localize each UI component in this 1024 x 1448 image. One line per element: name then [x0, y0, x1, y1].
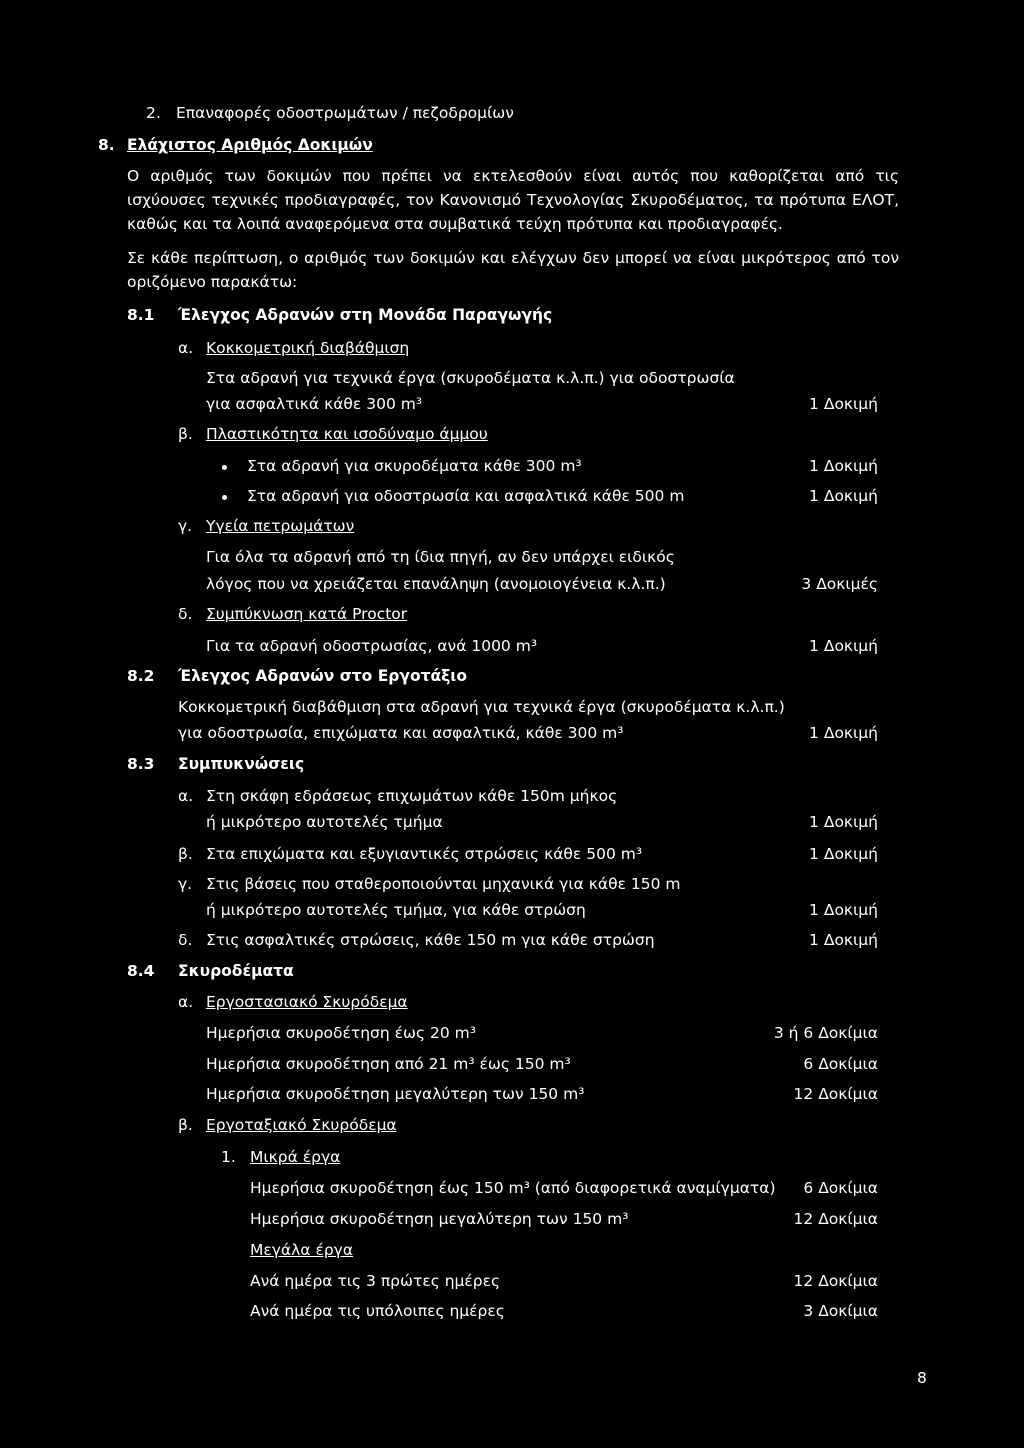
item-text: Ημερήσια σκυροδέτηση μεγαλύτερη των 150 m³	[206, 1085, 585, 1103]
test-count: 1 Δοκιμή	[809, 395, 878, 413]
item-text: Ημερήσια σκυροδέτηση από 21 m³ έως 150 m³	[206, 1055, 571, 1073]
item-title: Μεγάλα έργα	[250, 1241, 354, 1259]
item-text: Στις βάσεις που σταθεροποιούνται μηχανικά για κάθε 150 m	[206, 875, 681, 893]
item-text: Στις ασφαλτικές στρώσεις, κάθε 150 m για κάθε στρώση	[206, 931, 655, 949]
item-text: Ημερήσια σκυροδέτηση μεγαλύτερη των 150 m³	[250, 1210, 629, 1228]
item-text: ή μικρότερο αυτοτελές τμήμα, για κάθε στρώση	[206, 901, 586, 919]
item-text: Ανά ημέρα τις 3 πρώτες ημέρες	[250, 1272, 501, 1290]
test-count: 1 Δοκιμή	[809, 813, 878, 831]
item-label: α.	[178, 993, 194, 1011]
test-count: 1 Δοκιμή	[809, 457, 878, 475]
subsection-number: 8.1	[127, 306, 155, 324]
item-text: ή μικρότερο αυτοτελές τμήμα	[206, 813, 443, 831]
item-label: δ.	[178, 931, 193, 949]
bullet-text: Στα αδρανή για οδοστρωσία και ασφαλτικά κάθε 500 m	[247, 487, 685, 505]
test-count: 6 Δοκίμια	[803, 1055, 878, 1073]
item-title: Υγεία πετρωμάτων	[206, 517, 355, 535]
test-count: 1 Δοκιμή	[809, 487, 878, 505]
item-label: β.	[178, 845, 193, 863]
test-count: 1 Δοκιμή	[809, 845, 878, 863]
section-title: Ελάχιστος Αριθμός Δοκιμών	[127, 136, 373, 154]
test-count: 1 Δοκιμή	[809, 931, 878, 949]
subsection-title: Συμπυκνώσεις	[178, 755, 305, 773]
item-text: Στα αδρανή για τεχνικά έργα (σκυροδέματα κ.λ.π.) για οδοστρωσία	[206, 369, 735, 387]
bullet-text: Στα αδρανή για σκυροδέματα κάθε 300 m³	[247, 457, 582, 475]
item-text: για ασφαλτικά κάθε 300 m³	[206, 395, 423, 413]
item-text: για οδοστρωσία, επιχώματα και ασφαλτικά, κάθε 300 m³	[178, 724, 624, 742]
item-label: α.	[178, 339, 194, 357]
subsection-number: 8.4	[127, 962, 155, 980]
section-number: 8.	[98, 136, 115, 154]
item-title: Συμπύκνωση κατά Proctor	[206, 605, 408, 623]
item-title: Πλαστικότητα και ισοδύναμο άμμου	[206, 425, 488, 443]
test-count: 6 Δοκίμια	[803, 1179, 878, 1197]
item-text: Ημερήσια σκυροδέτηση έως 20 m³	[206, 1024, 476, 1042]
item-label: β.	[178, 425, 193, 443]
item-text: Για όλα τα αδρανή από τη ίδια πηγή, αν δεν υπάρχει ειδικός	[206, 548, 675, 566]
item-title: Κοκκομετρική διαβάθμιση	[206, 339, 410, 357]
item-text: Ανά ημέρα τις υπόλοιπες ημέρες	[250, 1302, 505, 1320]
test-count: 3 Δοκιμές	[801, 575, 878, 593]
subsection-title: Έλεγχος Αδρανών στη Μονάδα Παραγωγής	[178, 306, 553, 324]
item-title: Εργοστασιακό Σκυρόδεμα	[206, 993, 408, 1011]
item-title: Εργοταξιακό Σκυρόδεμα	[206, 1116, 397, 1134]
item-text: Για τα αδρανή οδοστρωσίας, ανά 1000 m³	[206, 637, 538, 655]
list-item-text: Επαναφορές οδοστρωμάτων / πεζοδρομίων	[176, 104, 514, 122]
subsection-title: Έλεγχος Αδρανών στο Εργοτάξιο	[178, 667, 467, 685]
test-count: 1 Δοκιμή	[809, 724, 878, 742]
item-title: Μικρά έργα	[250, 1148, 341, 1166]
bullet-icon	[222, 465, 227, 470]
item-label: α.	[178, 787, 194, 805]
item-text: Στα επιχώματα και εξυγιαντικές στρώσεις κάθε 500 m³	[206, 845, 643, 863]
test-count: 1 Δοκιμή	[809, 637, 878, 655]
subsection-title: Σκυροδέματα	[178, 962, 294, 980]
item-label: γ.	[178, 517, 193, 535]
page-number: 8	[917, 1369, 927, 1387]
test-count: 3 ή 6 Δοκίμια	[773, 1024, 878, 1042]
bullet-icon	[222, 495, 227, 500]
test-count: 12 Δοκίμια	[793, 1272, 878, 1290]
item-text: Στη σκάφη εδράσεως επιχωμάτων κάθε 150m μήκος	[206, 787, 618, 805]
subsection-number: 8.2	[127, 667, 155, 685]
item-label: γ.	[178, 875, 193, 893]
test-count: 3 Δοκίμια	[803, 1302, 878, 1320]
intro-paragraph: Ο αριθμός των δοκιμών που πρέπει να εκτελεσθούν είναι αυτός που καθορίζεται από τις ισχύουσες τεχνικές προδιαγραφές, τον Κανονισμό Τεχνολογίας Σκυροδέματος, τα πρότυπα ΕΛΟΤ, καθώς και τα λοιπά αναφερόμενα στα συμβατικά τεύχη πρότυπα και προδιαγραφές.	[127, 167, 899, 233]
test-count: 12 Δοκίμια	[793, 1210, 878, 1228]
subsection-number: 8.3	[127, 755, 155, 773]
test-count: 1 Δοκιμή	[809, 901, 878, 919]
item-text: Κοκκομετρική διαβάθμιση στα αδρανή για τεχνικά έργα (σκυροδέματα κ.λ.π.)	[178, 698, 785, 716]
item-text: Ημερήσια σκυροδέτηση έως 150 m³ (από διαφορετικά αναμίγματα)	[250, 1179, 776, 1197]
item-label: 1.	[221, 1148, 236, 1166]
intro-paragraph-2: Σε κάθε περίπτωση, ο αριθμός των δοκιμών και ελέγχων δεν μπορεί να είναι μικρότερος από τον οριζόμενο παρακάτω:	[127, 249, 899, 291]
item-text: λόγος που να χρειάζεται επανάληψη (ανομοιογένεια κ.λ.π.)	[206, 575, 666, 593]
list-number: 2.	[146, 104, 161, 122]
item-label: δ.	[178, 605, 193, 623]
test-count: 12 Δοκίμια	[793, 1085, 878, 1103]
item-label: β.	[178, 1116, 193, 1134]
